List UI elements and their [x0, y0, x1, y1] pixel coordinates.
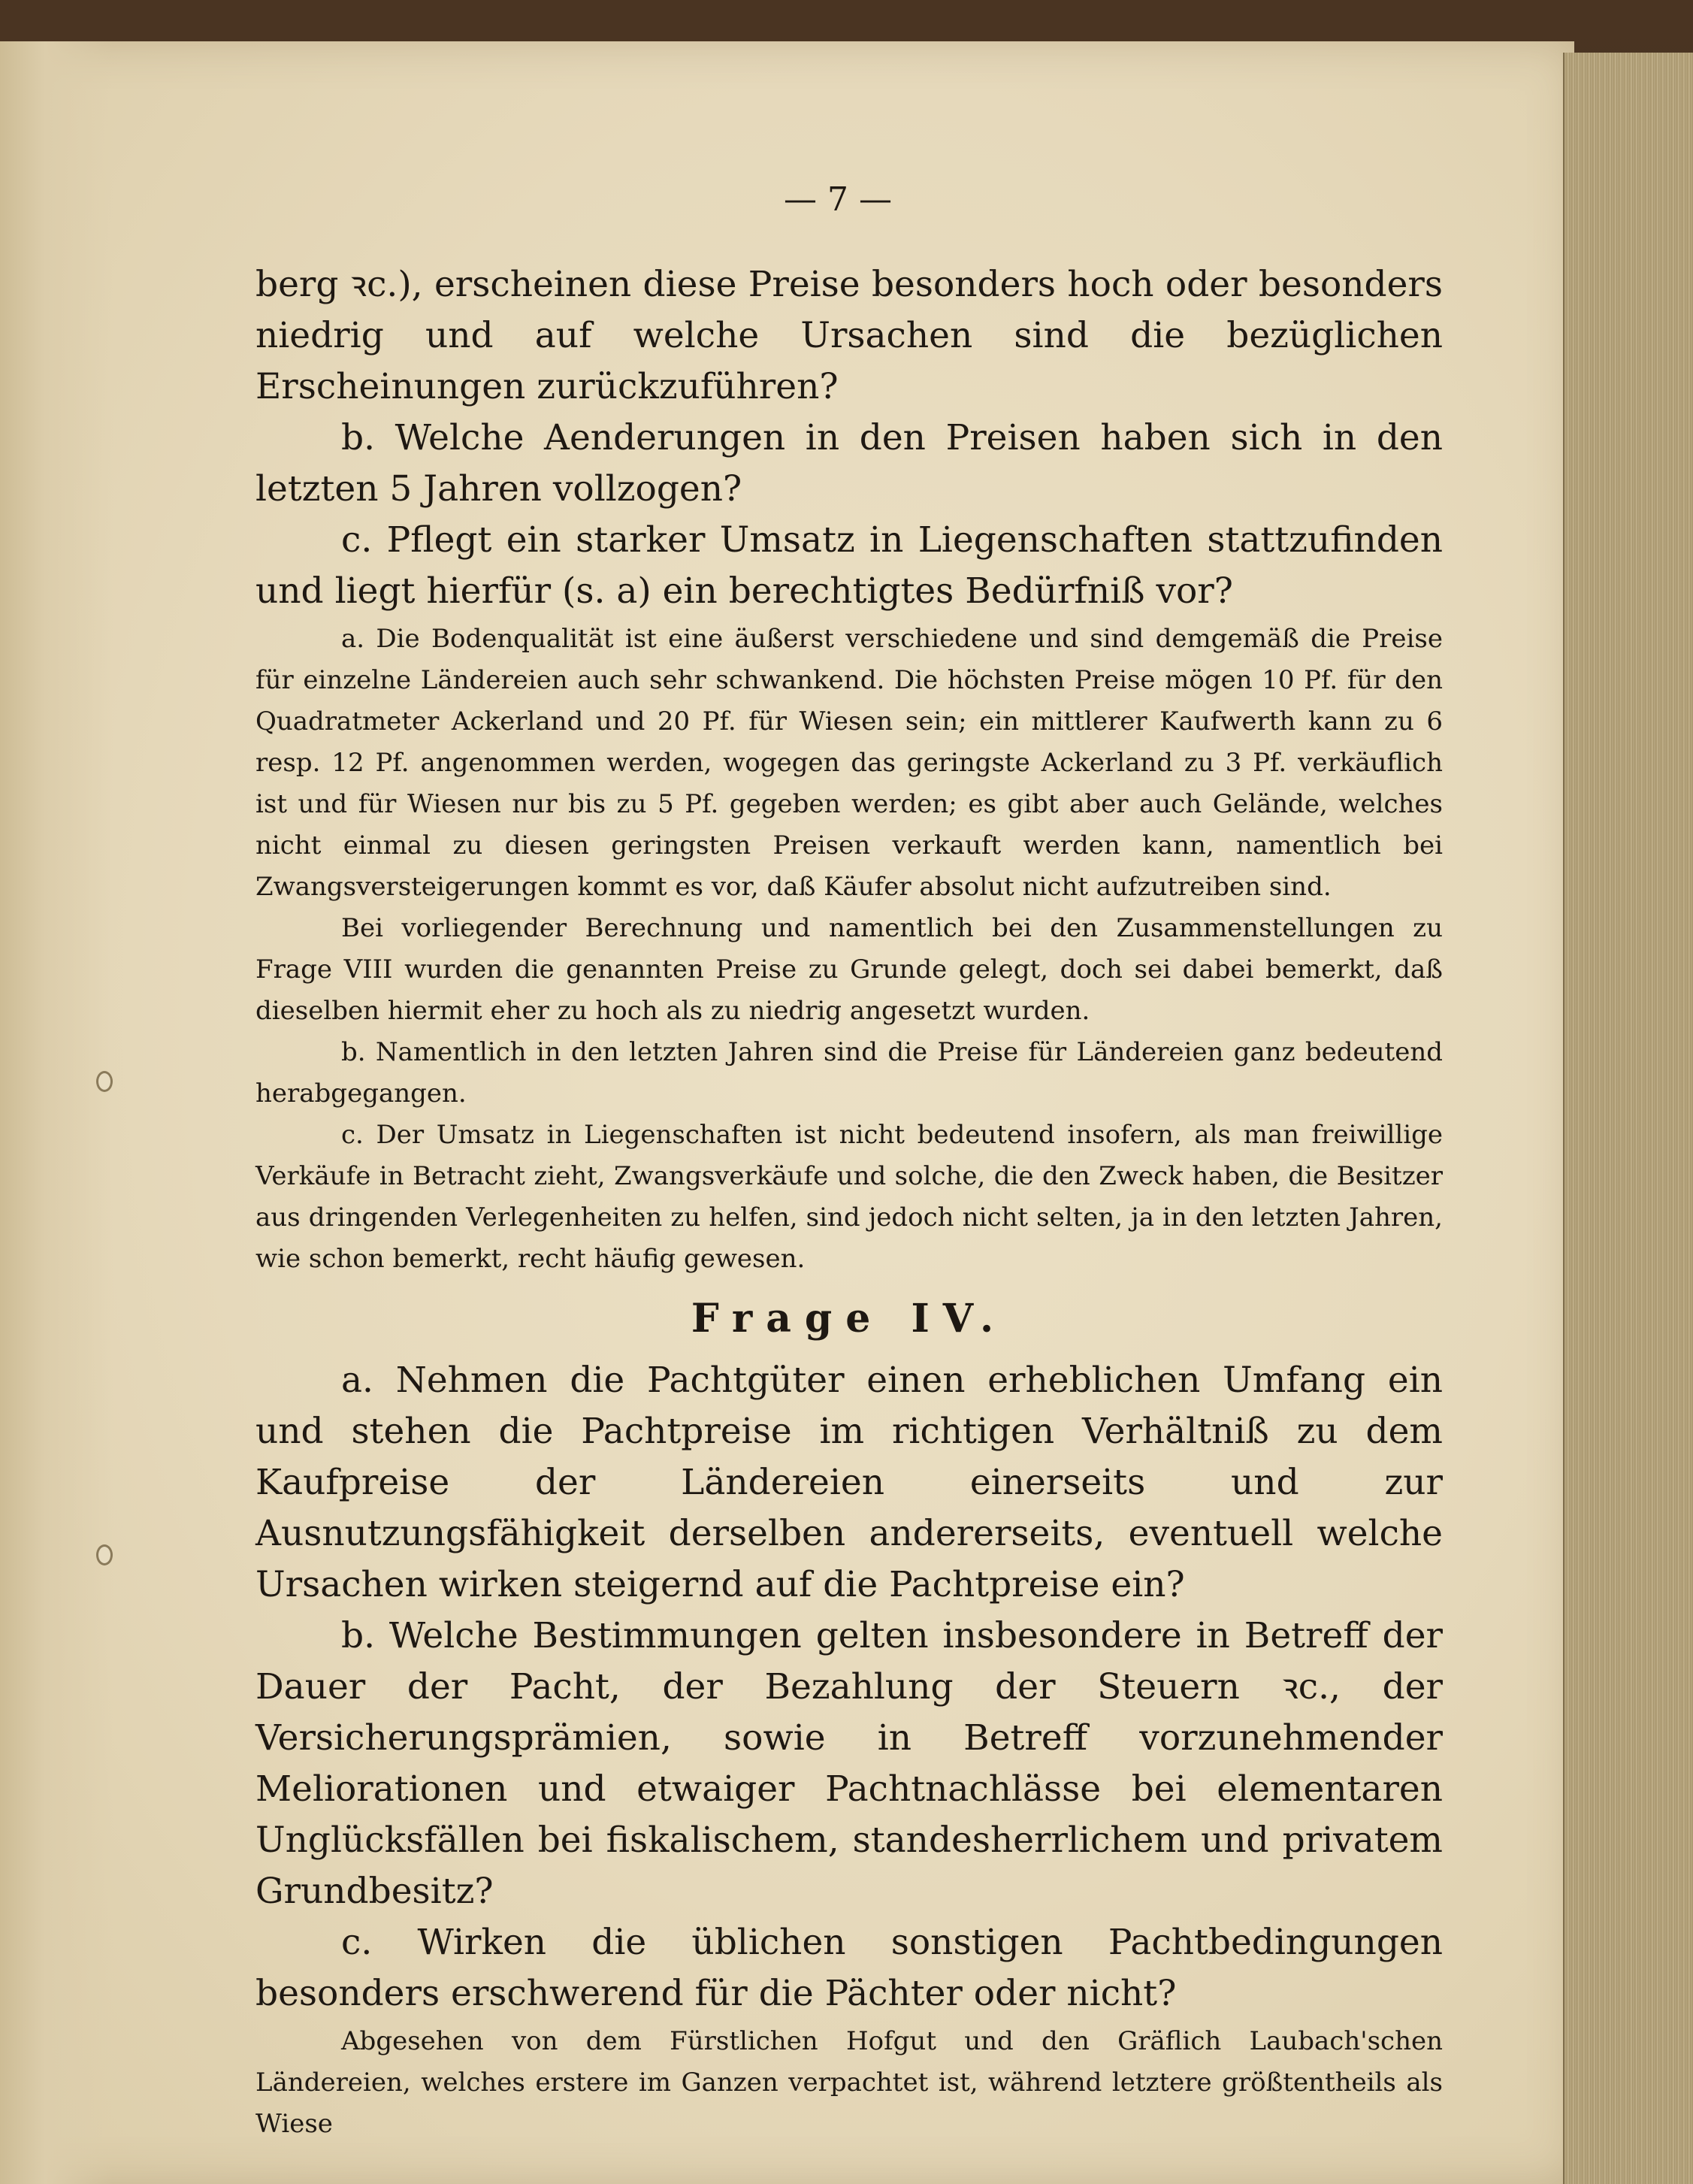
answer-text: Bei vorliegender Berechnung und namentlich bei den Zusammenstellungen zu Frage VIII wurden die genannten Preise zu Grunde gelegt, doch sei dabei bemerkt, daß dieselben hiermit eher zu hoch als zu niedrig angesetzt wurden.	[255, 913, 1443, 1026]
answer-text: c. Der Umsatz in Liegenschaften ist nicht bedeutend insofern, als man freiwillige Verkäufe in Betracht zieht, Zwangsverkäufe und solche, die den Zweck haben, die Besitzer aus dringenden Verlegenheiten zu helfen, sind jedoch nicht selten, ja in den letzten Jahren, wie schon bemerkt, recht häufig gewesen.	[255, 1120, 1443, 1274]
binding-hole-icon	[96, 1071, 113, 1092]
book-fore-edge	[1563, 53, 1693, 2184]
question-text: b. Welche Aenderungen in den Preisen haben sich in den letzten 5 Jahren vollzogen?	[255, 417, 1443, 510]
question-text: c. Wirken die üblichen sonstigen Pachtbedingungen besonders erschwerend für die Pächter oder nicht?	[255, 1922, 1443, 2014]
answer-text: Abgesehen von dem Fürstlichen Hofgut und den Gräflich Laubach'schen Ländereien, welches erstere im Ganzen verpachtet ist, während letztere größtentheils als Wiese	[255, 2026, 1443, 2139]
question-text: berg ꝛc.), erscheinen diese Preise besonders hoch oder besonders niedrig und auf welche Ursachen sind die bezüglichen Erscheinungen zurückzuführen?	[255, 264, 1443, 407]
page-text	[255, 259, 1443, 2145]
question-text: a. Nehmen die Pachtgüter einen erheblichen Umfang ein und stehen die Pachtpreise im richtigen Verhältniß zu dem Kaufpreise der Ländereien einerseits und zur Ausnutzungsfähigkeit derselben andererseits, eventuell welche Ursachen wirken steigernd auf die Pachtpreise ein?	[255, 1360, 1443, 1605]
question-text: b. Welche Bestimmungen gelten insbesondere in Betreff der Dauer der Pacht, der Bezahlung der Steuern ꝛc., der Versicherungsprämien, sowie in Betreff vorzunehmender Meliorationen und etwaiger Pachtnachlässe bei elementaren Unglücksfällen bei fiskalischem, standesherrlichem und privatem Grundbesitz?	[255, 1615, 1443, 1912]
answer-text: b. Namentlich in den letzten Jahren sind die Preise für Ländereien ganz bedeutend herabgegangen.	[255, 1037, 1443, 1109]
binding-hole-icon	[96, 1544, 113, 1565]
page-gutter	[0, 41, 113, 2184]
answer-text: a. Die Bodenqualität ist eine äußerst verschiedene und sind demgemäß die Preise für einzelne Ländereien auch sehr schwankend. Die höchsten Preise mögen 10 Pf. für den Quadratmeter Ackerland und 20 Pf. für Wiesen sein; ein mittlerer Kaufwerth kann zu 6 resp. 12 Pf. angenommen werden, wogegen das geringste Ackerland zu 3 Pf. verkäuflich ist und für Wiesen nur bis zu 5 Pf. gegeben werden; es gibt aber auch Gelände, welches nicht einmal zu diesen geringsten Preisen verkauft werden kann, namentlich bei Zwangsversteigerungen kommt es vor, daß Käufer absolut nicht aufzutreiben sind.	[255, 624, 1443, 902]
page-number: — 7 —	[784, 180, 892, 219]
question-text: c. Pflegt ein starker Umsatz in Liegenschaften stattzufinden und liegt hierfür (s. a) ein berechtigtes Bedürfniß vor?	[255, 519, 1443, 612]
section-heading: Frage IV.	[691, 1296, 1008, 1342]
